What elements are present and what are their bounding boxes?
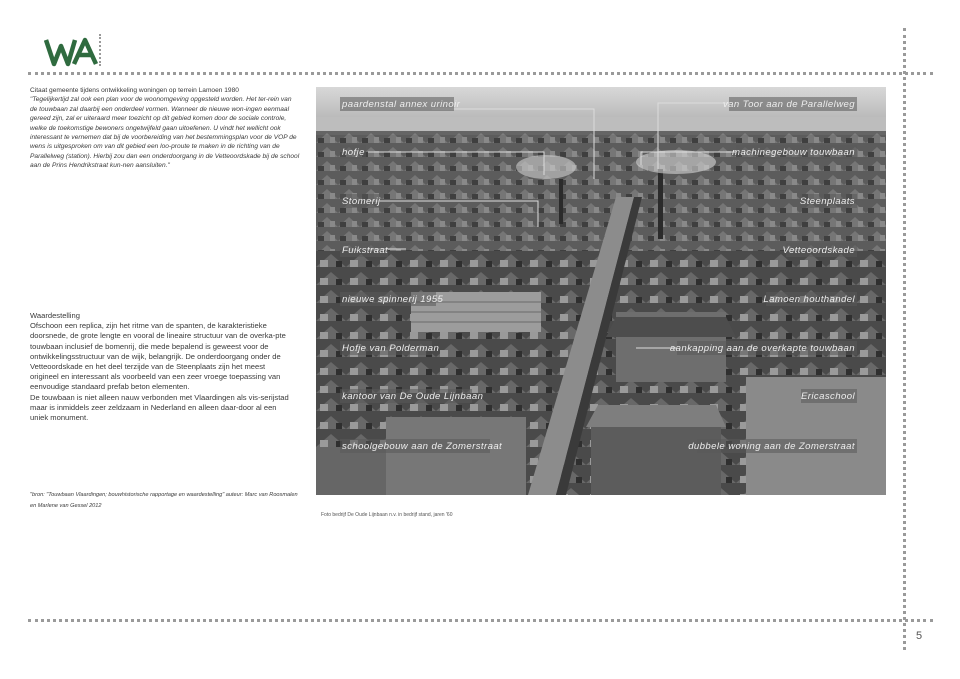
label-ericaschool: Ericaschool [801,391,855,402]
right-dotted-rule [903,28,906,650]
valuation-heading: Waardestelling [30,311,80,320]
top-dotted-rule [28,72,933,75]
valuation-block [30,311,292,423]
label-van-toor: van Toor aan de Parallelweg [722,99,855,110]
label-fuikstraat: Fuikstraat [342,245,389,256]
label-machinegebouw: machinegebouw touwbaan [732,147,855,158]
label-stomerij: Stomerij [342,196,381,207]
label-nieuwe-spinnerij: nieuwe spinnerij 1955 [342,294,444,305]
label-hofje-van-polderman: Hofje van Polderman [342,343,440,354]
quote-block [30,86,300,171]
quote-body: "Tegelijkertijd zal ook een plan voor de woonomgeving opgesteld worden. Het ter-rein van de touwbaan zal daarbij een onderdeel vormen. Wanneer de nieuwe won-ingen eenmaal gereed zijn, zal er uiteraard meer toezicht op dit gebied komen door de sociale controle, welke de toekomstige bewoners ongetwijfeld gaan uitoefenen. U vindt het wellicht ook interessant te vernemen dat bij de voorbereiding van het bestemmingsplan voor de VOP de wens is uitgesproken om van dit gebied een loo-proute te maken in de richting van de Parallelweg (station). Hierbij zou dan een onderdoorgang in de Vetteoordskade bij de school aan de Prins Hendrikstraat kun-nen aansluiten." [30,96,300,170]
aerial-photo [316,87,886,495]
valuation-paragraph-2: De touwbaan is niet alleen nauw verbonden met Vlaardingen als vis-serijstad maar is inmiddels zeer zeldzaam in Nederland en alleen daar-door al een uniek monument. [30,392,289,423]
page-number: 5 [916,630,923,642]
label-dubbele-woning: dubbele woning aan de Zomerstraat [688,441,855,452]
label-paardenstal: paardenstal annex urinoir [342,99,461,110]
label-aankapping: aankapping aan de overkapte touwbaan [669,343,855,354]
source-note: "bron: "Touwbaan Vlaardingen; bouwhistorische rapportage en waardestelling" auteur: Marc van Roosmalen en Marlene van Gessel 2012 [30,492,298,509]
label-schoolgebouw: schoolgebouw aan de Zomerstraat [342,441,503,452]
label-vetteoordskade: Vetteoordskade [782,245,855,256]
logo-divider [99,34,101,66]
quote-lead: Citaat gemeente tijdens ontwikkeling woningen op terrein Lamoen 1980 [30,87,239,94]
va-logo [44,36,100,68]
bottom-dotted-rule [28,619,933,622]
label-kantoor: kantoor van De Oude Lijnbaan [342,391,484,402]
valuation-paragraph-1: Ofschoon een replica, zijn het ritme van de spanten, de karakteristieke doorsnede, de grote lengte en vooral de lineaire structuur van de overka-pte touwbaan inclusief de bomenrij, die mede bepalend is geweest voor de ontwikkelingsstructuur van de wijk, belangrijk. De onderdoorgang onder de Vetteoordskade en het deel terzijde van de Steenplaats zijn het meest origineel en interessant als voorbeeld van een zeer vroege toepassing van eenvoudige standaard prefab beton elementen. [30,321,286,392]
label-steenplaats: Steenplaats [799,196,855,207]
photo-caption: Foto bedrijf De Oude Lijnbaan n.v. in bedrijf stand, jaren '60 [321,512,453,518]
label-hofje: hofje [342,147,365,158]
label-lamoen-houthandel: Lamoen houthandel [763,294,855,305]
